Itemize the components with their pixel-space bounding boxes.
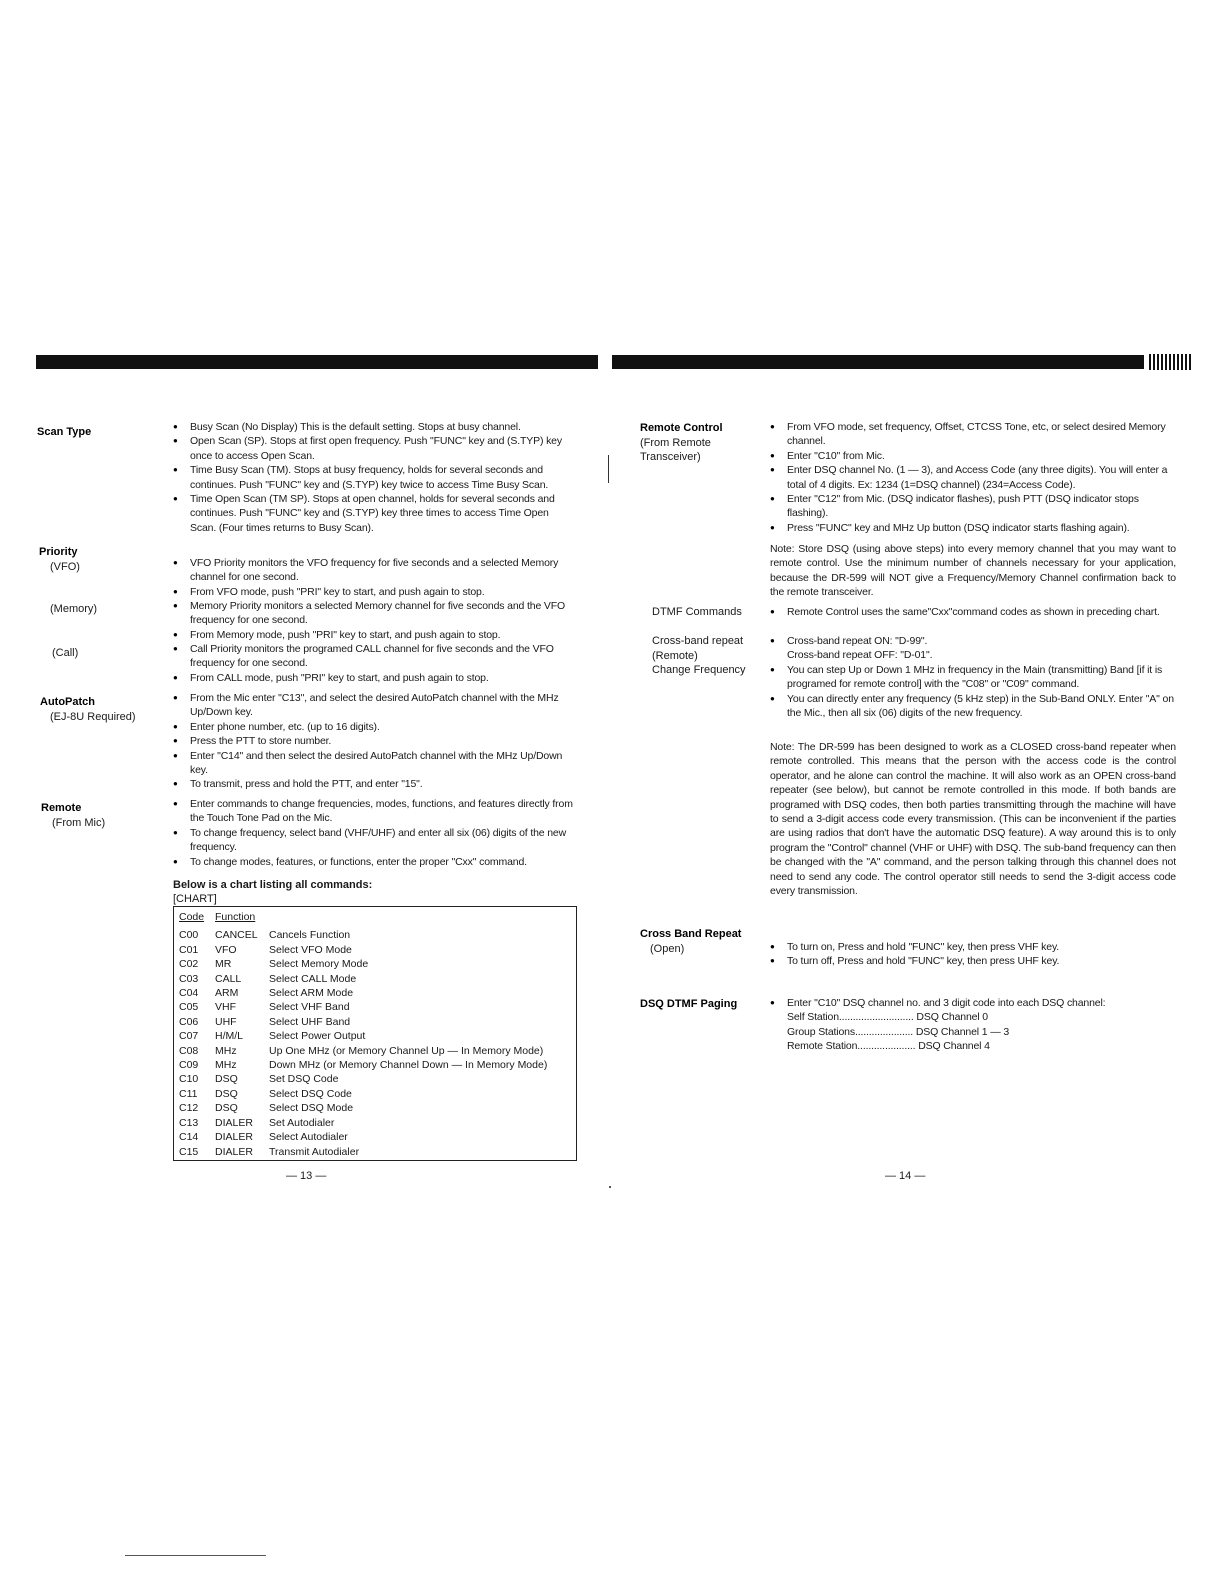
priority-vfo-list <box>173 556 575 599</box>
dsq-row-name: Group Stations <box>787 1025 855 1038</box>
table-row <box>179 1072 547 1086</box>
cell-description: Select Autodialer <box>269 1131 348 1144</box>
cross-band-list <box>770 634 1176 663</box>
priority-vfo-label: (VFO) <box>50 561 80 573</box>
cell-key: VHF <box>215 1001 236 1014</box>
table-row <box>179 1130 547 1144</box>
cell-code: C00 <box>179 929 199 942</box>
dsq-row-dots: ..................... <box>854 1025 914 1038</box>
cross-band-off: Cross-band repeat OFF: "D-01". <box>787 649 933 662</box>
cell-key: UHF <box>215 1015 237 1028</box>
list-item: ● To change frequency, select band (VHF/UHF) and enter all six (06) digits of the new frequency. <box>173 826 575 855</box>
dsq-paging-label: DSQ DTMF Paging <box>640 998 738 1010</box>
cell-code: C02 <box>179 958 199 971</box>
autopatch-sub: (EJ-8U Required) <box>50 711 136 723</box>
list-item: ● From VFO mode, push "PRI" key to start, and push again to stop. <box>173 585 575 599</box>
cell-key: CANCEL <box>215 929 258 942</box>
list-item: ● You can directly enter any frequency (5 kHz step) in the Sub-Band ONLY. Enter "A" on the Mic., then all six (06) digits of the new frequency. <box>770 692 1176 721</box>
list-item: ● Enter phone number, etc. (up to 16 digits). <box>173 720 575 734</box>
cell-key: DIALER <box>215 1116 253 1129</box>
page-14 <box>612 0 1224 1584</box>
cell-key: DIALER <box>215 1131 253 1144</box>
chart-intro-heading: Below is a chart listing all commands: <box>173 879 373 891</box>
dtmf-commands-list <box>770 605 1176 619</box>
list-item: ● Call Priority monitors the programed CALL channel for five seconds and the VFO frequency for one second. <box>173 642 575 671</box>
list-item: ● Remote Control uses the same"Cxx"command codes as shown in preceding chart. <box>770 605 1176 619</box>
priority-call-list <box>173 642 575 685</box>
cell-code: C15 <box>179 1145 199 1158</box>
table-row <box>179 1029 547 1043</box>
autopatch-list <box>173 691 575 792</box>
dsq-row-name: Self Station <box>787 1011 839 1024</box>
cross-band-repeat-label: Cross Band Repeat <box>640 928 742 940</box>
cell-code: C01 <box>179 943 199 956</box>
page-number-14: — 14 — <box>885 1170 926 1182</box>
priority-label: Priority <box>39 546 78 558</box>
list-item: ● Press "FUNC" key and MHz Up button (DSQ indicator starts flashing again). <box>770 521 1176 535</box>
page-13 <box>0 0 610 1584</box>
table-row <box>179 957 547 971</box>
command-table <box>179 910 547 1159</box>
table-header-row <box>179 910 547 928</box>
scan-type-list <box>173 420 575 535</box>
cross-band-on: Cross-band repeat ON: "D-99". <box>787 635 928 647</box>
change-frequency-list <box>770 663 1176 721</box>
list-item: ● From Memory mode, push "PRI" key to start, and push again to stop. <box>173 628 575 642</box>
list-item: ● Enter DSQ channel No. (1 — 3), and Access Code (any three digits). You will enter a total of 4 digits. Ex: 1234 (1=DSQ channel) (234=Access Code). <box>770 463 1176 492</box>
cell-key: VFO <box>215 943 237 956</box>
header-tick-marks <box>1149 354 1191 370</box>
cell-description: Set Autodialer <box>269 1116 335 1129</box>
dsq-row-name: Remote Station <box>787 1040 858 1053</box>
cell-key: CALL <box>215 972 242 985</box>
priority-call-label: (Call) <box>52 647 79 659</box>
dsq-row-value: DSQ Channel 4 <box>918 1040 990 1053</box>
list-item: ● Enter "C12" from Mic. (DSQ indicator flashes), push PTT (DSQ indicator stops flashing). <box>770 492 1176 521</box>
table-row <box>179 1145 547 1159</box>
list-item: ● Open Scan (SP). Stops at first open frequency. Push "FUNC" key and (S.TYP) key once to access Open Scan. <box>173 434 575 463</box>
header-blank <box>269 910 547 928</box>
remote-control-label: Remote Control <box>640 422 723 434</box>
table-row <box>179 1015 547 1029</box>
cell-code: C08 <box>179 1044 199 1057</box>
cell-key: DSQ <box>215 1087 238 1100</box>
scan-type-label: Scan Type <box>37 426 92 438</box>
cell-key: MR <box>215 958 232 971</box>
remote-control-note: Note: Store DSQ (using above steps) into every memory channel that you may want to remote control. Use the minimum number of channels necessary for your application, because the DR-599 will NOT give a Frequency/Memory Channel confirmation back to the remote transceiver. <box>770 543 1176 599</box>
autopatch-label: AutoPatch <box>40 696 95 708</box>
cell-description: Down MHz (or Memory Channel Down — In Memory Mode) <box>269 1059 548 1072</box>
cell-description: Select VHF Band <box>269 1001 350 1014</box>
dsq-paging-intro: ● Enter "C10" DSQ channel no. and 3 digit code into each DSQ channel: <box>787 997 1106 1009</box>
list-item: ● To turn off, Press and hold "FUNC" key, then press UHF key. <box>770 954 1176 968</box>
cell-code: C12 <box>179 1102 199 1115</box>
list-item: ● Time Busy Scan (TM). Stops at busy frequency, holds for several seconds and continues. Push "FUNC" key and (S.TYP) key twice to access Time Busy Scan. <box>173 463 575 492</box>
table-row <box>179 1101 547 1115</box>
header-code: Code <box>179 911 205 923</box>
command-table-body <box>179 928 547 1159</box>
cross-band-label: Cross-band repeat <box>652 635 744 647</box>
cell-description: Transmit Autodialer <box>269 1145 360 1158</box>
header-bar <box>612 355 1144 369</box>
list-item <box>770 996 1176 1054</box>
table-row <box>179 928 547 942</box>
cell-code: C09 <box>179 1059 199 1072</box>
cell-description: Select CALL Mode <box>269 972 357 985</box>
list-item: ● To transmit, press and hold the PTT, and enter "15". <box>173 777 575 791</box>
cell-code: C07 <box>179 1030 199 1043</box>
dsq-row-value: DSQ Channel 0 <box>916 1011 988 1024</box>
list-item: ● To change modes, features, or functions, enter the proper "Cxx" command. <box>173 855 575 869</box>
cell-code: C06 <box>179 1015 199 1028</box>
dsq-row <box>787 1039 1176 1053</box>
cell-code: C14 <box>179 1131 199 1144</box>
cell-key: DIALER <box>215 1145 253 1158</box>
cell-description: Set DSQ Code <box>269 1073 339 1086</box>
table-row <box>179 986 547 1000</box>
dsq-paging-list <box>770 996 1176 1054</box>
dsq-row <box>787 1010 1176 1024</box>
list-item: ● Enter "C14" and then select the desired AutoPatch channel with the MHz Up/Down key. <box>173 749 575 778</box>
margin-mark <box>608 455 609 483</box>
cross-band-repeat-list <box>770 940 1176 969</box>
remote-list <box>173 797 575 869</box>
header-function: Function <box>215 911 256 923</box>
cell-code: C10 <box>179 1073 199 1086</box>
list-item: ● Busy Scan (No Display) This is the default setting. Stops at busy channel. <box>173 420 575 434</box>
list-item: ● Memory Priority monitors a selected Memory channel for five seconds and the VFO frequency for one second. <box>173 599 575 628</box>
table-row <box>179 1116 547 1130</box>
cell-description: Select UHF Band <box>269 1015 351 1028</box>
remote-control-sub2: Transceiver) <box>640 451 701 463</box>
cell-code: C05 <box>179 1001 199 1014</box>
table-row <box>179 1087 547 1101</box>
cross-band-note: Note: The DR-599 has been designed to work as a CLOSED cross-band repeater when remote controlled. This means that the person with the access code is the control operator, and he alone can control the machine. It will also work as an OPEN cross-band repeater (see below), but cannot be remote controlled in this mode. If both bands are programed with DSQ codes, then both parties transmitting through the machine will have to send a 3-digit access code every transmission. (This can be inconvenient if the parties are using radios that don't have the automatic DSQ feature). A way around this is to only program the "Control" channel (VHF or UHF) with DSQ. The sub-band frequency can then be changed with the "A" command, and the person talking through this channel does not need to send any code. The control operator still needs to send the 3-digit access code every transmission. <box>770 741 1176 898</box>
cell-description: Select ARM Mode <box>269 987 354 1000</box>
remote-control-list <box>770 420 1176 535</box>
cell-code: C03 <box>179 972 199 985</box>
table-row <box>179 943 547 957</box>
list-item: ● From CALL mode, push "PRI" key to start, and push again to stop. <box>173 671 575 685</box>
list-item: ● Enter commands to change frequencies, modes, functions, and features directly from the Touch Tone Pad on the Mic. <box>173 797 575 826</box>
margin-dot <box>609 1186 611 1188</box>
cell-code: C13 <box>179 1116 199 1129</box>
list-item <box>770 648 1176 662</box>
cell-description: Select DSQ Code <box>269 1087 352 1100</box>
table-row <box>179 1058 547 1072</box>
cell-description: Select Power Output <box>269 1030 366 1043</box>
cell-code: C11 <box>179 1087 198 1100</box>
cell-description: Select VFO Mode <box>269 943 352 956</box>
list-item: ● Time Open Scan (TM SP). Stops at open channel, holds for several seconds and continues. Push "FUNC" key and (S.TYP) key three times to access Time Open Scan. (Four times returns to Busy Scan). <box>173 492 575 535</box>
cell-key: DSQ <box>215 1073 238 1086</box>
list-item: ● From the Mic enter "C13", and select the desired AutoPatch channel with the MHz Up/Down key. <box>173 691 575 720</box>
list-item: ● You can step Up or Down 1 MHz in frequency in the Main (transmitting) Band [if it is programed for remote control] with the "C08" or "C09" command. <box>770 663 1176 692</box>
dtmf-commands-label: DTMF Commands <box>652 606 742 618</box>
header-bar <box>36 355 598 369</box>
remote-label: Remote <box>41 802 82 814</box>
dsq-row-value: DSQ Channel 1 — 3 <box>915 1025 1010 1038</box>
chart-intro <box>173 878 372 906</box>
list-item: ● Press the PTT to store number. <box>173 734 575 748</box>
list-item: ● Enter "C10" from Mic. <box>770 449 1176 463</box>
cell-description: Select Memory Mode <box>269 958 369 971</box>
table-row <box>179 1000 547 1014</box>
change-frequency-label: Change Frequency <box>652 664 746 676</box>
list-item: ● From VFO mode, set frequency, Offset, CTCSS Tone, etc, or select desired Memory channel. <box>770 420 1176 449</box>
cell-description: Cancels Function <box>269 929 351 942</box>
link-underline <box>125 1555 266 1556</box>
cell-code: C04 <box>179 987 199 1000</box>
cross-band-remote-label: (Remote) <box>652 650 698 662</box>
cell-description: Up One MHz (or Memory Channel Up — In Memory Mode) <box>269 1044 544 1057</box>
cell-description: Select DSQ Mode <box>269 1102 354 1115</box>
list-item: ● To turn on, Press and hold "FUNC" key, then press VHF key. <box>770 940 1176 954</box>
priority-memory-label: (Memory) <box>50 603 98 615</box>
priority-memory-list <box>173 599 575 642</box>
dsq-row <box>787 1025 1176 1039</box>
table-row <box>179 972 547 986</box>
remote-control-sub1: (From Remote <box>640 437 711 449</box>
list-item <box>770 634 1176 648</box>
dsq-row-dots: ........................... <box>838 1011 914 1024</box>
dsq-row-dots: ..................... <box>857 1040 916 1053</box>
list-item: ● VFO Priority monitors the VFO frequency for five seconds and a selected Memory channel for one second. <box>173 556 575 585</box>
cell-key: DSQ <box>215 1102 238 1115</box>
command-table-box <box>173 906 577 1161</box>
table-row <box>179 1044 547 1058</box>
page-number-13: — 13 — <box>286 1170 327 1182</box>
remote-sub: (From Mic) <box>52 817 106 829</box>
chart-tag: [CHART] <box>173 893 217 905</box>
cross-band-repeat-sub: (Open) <box>650 943 685 955</box>
cell-key: MHz <box>215 1044 237 1057</box>
cell-key: H/M/L <box>215 1030 244 1043</box>
cell-key: ARM <box>215 987 239 1000</box>
cell-key: MHz <box>215 1059 237 1072</box>
